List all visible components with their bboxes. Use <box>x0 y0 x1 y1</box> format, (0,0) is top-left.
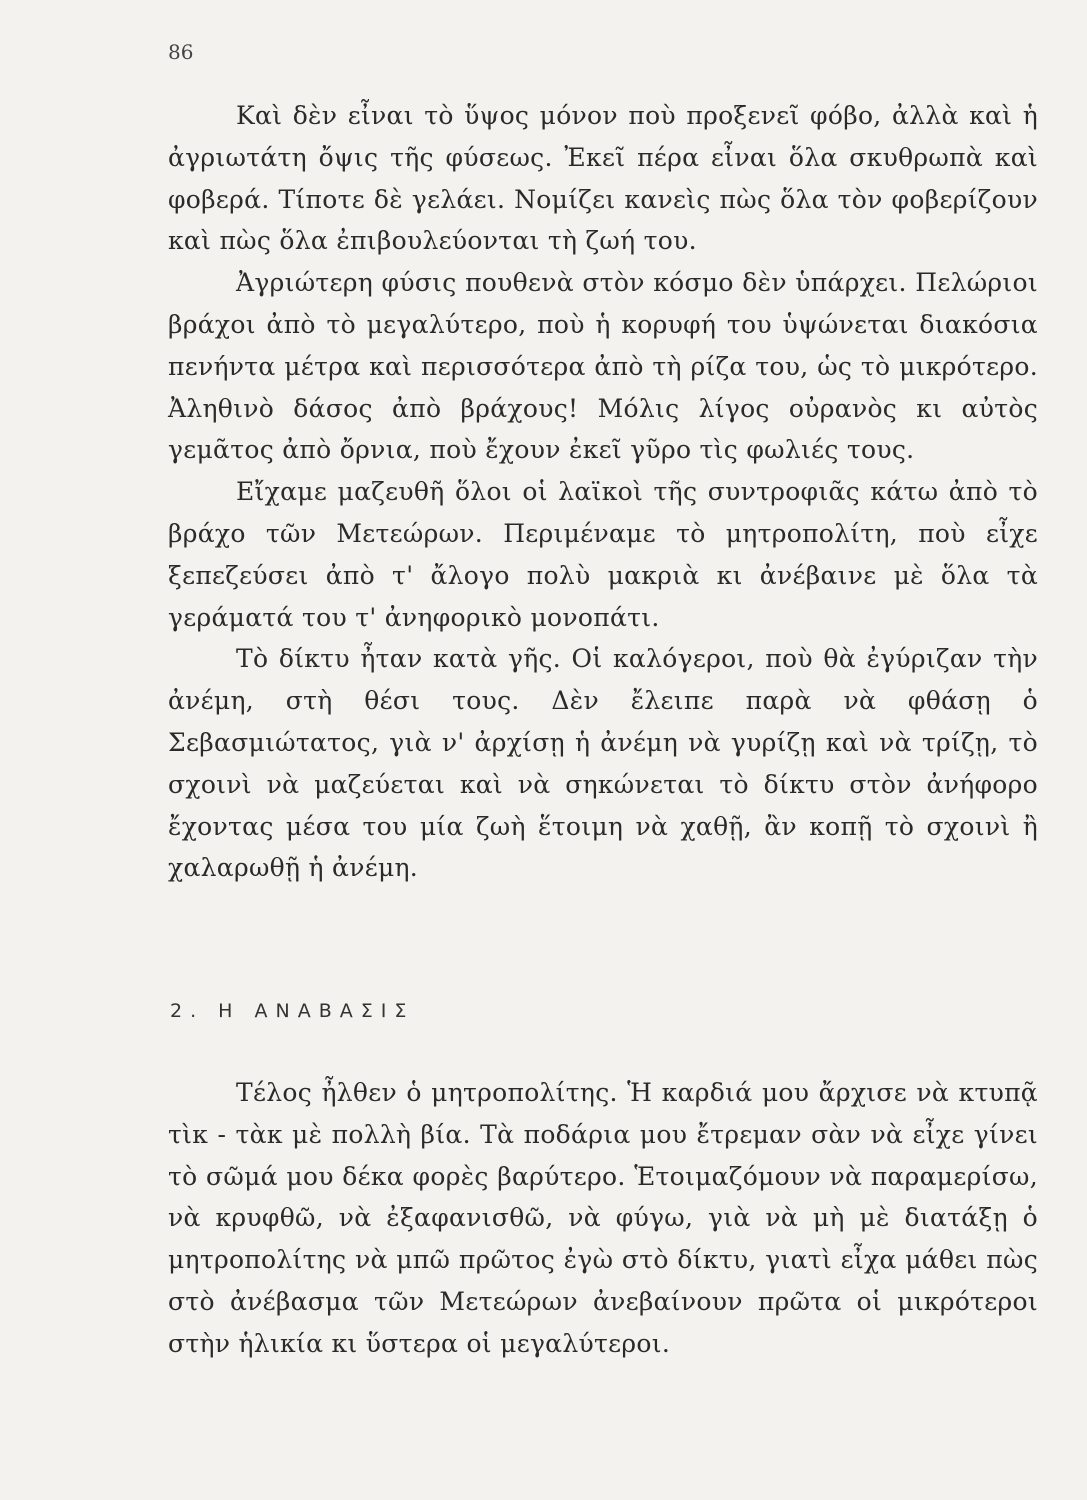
paragraph: Τὸ δίκτυ ἦταν κατὰ γῆς. Οἱ καλόγεροι, ποὺ θὰ ἐγύριζαν τὴν ἀνέμη, στὴ θέσι τους. Δὲν ἔλειπε παρὰ νὰ φθάσῃ ὁ Σεβασμιώτατος, γιὰ ν' ἀρχίσῃ ἡ ἀνέμη νὰ γυρίζῃ καὶ νὰ τρίζῃ, τὸ σχοινὶ νὰ μαζεύεται καὶ νὰ σηκώνεται τὸ δίκτυ στὸν ἀνήφορο ἔχοντας μέσα του μία ζωὴ ἕτοιμη νὰ χαθῇ, ἂν κοπῇ τὸ σχοινὶ ἢ χαλαρωθῇ ἡ ἀνέμη. <box>168 644 1038 883</box>
text-block-part1 <box>168 95 1038 889</box>
paragraph: Εἴχαμε μαζευθῆ ὅλοι οἱ λαϊκοὶ τῆς συντροφιᾶς κάτω ἀπὸ τὸ βράχο τῶν Μετεώρων. Περιμέναμε τὸ μητροπολίτη, ποὺ εἶχε ξεπεζεύσει ἀπὸ τ' ἄλογο πολὺ μακριὰ κι ἀνέβαινε μὲ ὅλα τὰ γεράματά του τ' ἀνηφορικὸ μονοπάτι. <box>168 477 1038 632</box>
paragraph: Καὶ δὲν εἶναι τὸ ὕψος μόνον ποὺ προξενεῖ φόβο, ἀλλὰ καὶ ἡ ἀγριωτάτη ὄψις τῆς φύσεως. Ἐκεῖ πέρα εἶναι ὅλα σκυθρωπὰ καὶ φοβερά. Τίποτε δὲ γελάει. Νομίζει κανεὶς πὼς ὅλα τὸν φοβερίζουν καὶ πὼς ὅλα ἐπιβουλεύονται τὴ ζωή του. <box>168 101 1038 256</box>
paragraph: Ἀγριώτερη φύσις πουθενὰ στὸν κόσμο δὲν ὑπάρχει. Πελώριοι βράχοι ἀπὸ τὸ μεγαλύτερο, ποὺ ἡ κορυφή του ὑψώνεται διακόσια πενήντα μέτρα καὶ περισσότερα ἀπὸ τὴ ρίζα του, ὡς τὸ μικρότερο. Ἀληθινὸ δάσος ἀπὸ βράχους! Μόλις λίγος οὐρανὸς κι αὐτὸς γεμᾶτος ἀπὸ ὄρνια, ποὺ ἔχουν ἐκεῖ γῦρο τὶς φωλιές τους. <box>168 268 1038 465</box>
page-number: 86 <box>168 40 194 64</box>
paragraph: Τέλος ἦλθεν ὁ μητροπολίτης. Ἡ καρδιά μου ἄρχισε νὰ κτυπᾷ τὶκ - τὰκ μὲ πολλὴ βία. Τὰ ποδάρια μου ἔτρεμαν σὰν νὰ εἶχε γίνει τὸ σῶμά μου δέκα φορὲς βαρύτερο. Ἑτοιμαζόμουν νὰ παραμερίσω, νὰ κρυφθῶ, νὰ ἐξαφανισθῶ, νὰ φύγω, γιὰ νὰ μὴ μὲ διατάξῃ ὁ μητροπολίτης νὰ μπῶ πρῶτος ἐγὼ στὸ δίκτυ, γιατὶ εἶχα μάθει πὼς στὸ ἀνέβασμα τῶν Μετεώρων ἀνεβαίνουν πρῶτα οἱ μικρότεροι στὴν ἡλικία κι ὕστερα οἱ μεγαλύτεροι. <box>168 1078 1038 1358</box>
section-heading: 2. Η ΑΝΑΒΑΣΙΣ <box>170 1000 415 1022</box>
text-block-part2 <box>168 1072 1038 1365</box>
